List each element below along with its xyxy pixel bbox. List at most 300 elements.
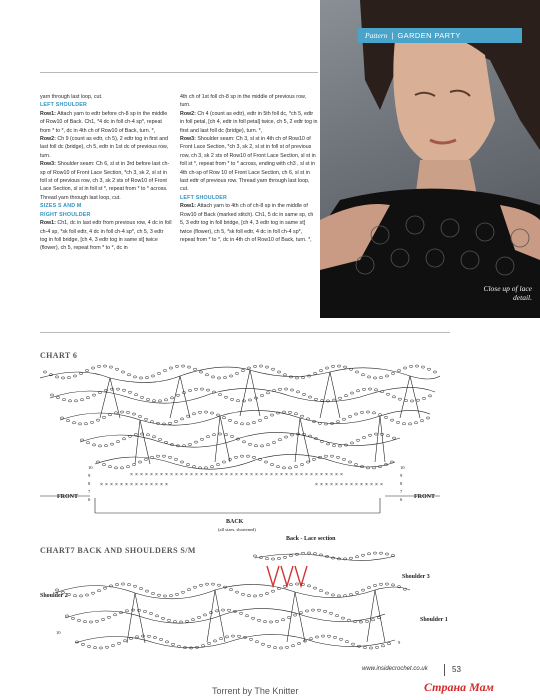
chain-stitch-symbol xyxy=(313,372,317,374)
chain-stitch-symbol xyxy=(117,642,121,644)
chain-stitch-symbol xyxy=(132,413,136,415)
chain-stitch-symbol xyxy=(416,399,420,401)
chain-stitch-symbol xyxy=(175,365,179,367)
chain-stitch-symbol xyxy=(103,365,107,367)
chain-stitch-symbol xyxy=(299,612,303,614)
chain-stitch-symbol xyxy=(258,419,262,421)
chain-stitch-symbol xyxy=(270,464,274,466)
chain-stitch-symbol xyxy=(270,414,274,416)
chain-stitch-symbol xyxy=(248,399,252,401)
chain-stitch-symbol xyxy=(193,586,197,588)
chain-stitch-symbol xyxy=(210,412,214,414)
chain-stitch-symbol xyxy=(261,643,265,645)
chain-stitch-symbol xyxy=(287,616,291,618)
chain-stitch-symbol xyxy=(255,641,259,643)
chain-stitch-symbol xyxy=(331,594,335,596)
chain-stitch-symbol xyxy=(122,389,126,391)
single-crochet-symbol: × xyxy=(205,472,208,478)
chain-stitch-symbol xyxy=(224,396,228,398)
chain-stitch-symbol xyxy=(164,399,168,401)
single-crochet-symbol: × xyxy=(155,472,158,478)
chain-stitch-symbol xyxy=(379,583,383,585)
chain-stitch-symbol xyxy=(85,369,89,371)
chain-stitch-symbol xyxy=(249,638,253,640)
chain-stitch-symbol xyxy=(335,615,339,617)
page-number: 53 xyxy=(452,665,461,674)
chain-stitch-symbol xyxy=(410,400,414,402)
single-crochet-symbol: × xyxy=(375,482,378,488)
single-crochet-symbol: × xyxy=(230,472,233,478)
chain-stitch-symbol xyxy=(102,464,106,466)
chain-stitch-symbol xyxy=(108,414,112,416)
instruction-text: yarn through last loop, cut. xyxy=(40,94,103,100)
chain-stitch-symbol xyxy=(350,392,354,394)
single-crochet-symbol: × xyxy=(170,472,173,478)
chart6-back-note: (all sizes, shortened) xyxy=(218,527,256,532)
chart6-row-label-right-9: 9 xyxy=(400,473,403,478)
chain-stitch-symbol xyxy=(360,411,364,413)
chain-stitch-symbol xyxy=(282,411,286,413)
chain-stitch-symbol xyxy=(283,556,287,558)
chain-stitch-symbol xyxy=(277,371,281,373)
chain-stitch-symbol xyxy=(203,614,207,616)
chain-stitch-symbol xyxy=(289,555,293,557)
chain-stitch-symbol xyxy=(283,374,287,376)
single-crochet-symbol: × xyxy=(340,482,343,488)
chain-stitch-symbol xyxy=(114,467,118,469)
chain-stitch-symbol xyxy=(86,442,90,444)
chain-stitch-symbol xyxy=(378,414,382,416)
instruction-row xyxy=(180,135,318,194)
chain-stitch-symbol xyxy=(289,376,293,378)
chain-stitch-symbol xyxy=(98,445,102,447)
single-crochet-symbol: × xyxy=(285,472,288,478)
chain-stitch-symbol xyxy=(387,643,391,645)
chain-stitch-symbol xyxy=(332,444,336,446)
chain-stitch-symbol xyxy=(338,445,342,447)
single-crochet-symbol: × xyxy=(335,482,338,488)
chart6-row-label-9: 9 xyxy=(88,473,91,478)
chain-stitch-symbol xyxy=(323,610,327,612)
chain-stitch-symbol xyxy=(173,621,177,623)
chain-stitch-symbol xyxy=(105,646,109,648)
chart7-row-left-label: 10 xyxy=(56,630,61,635)
chain-stitch-symbol xyxy=(314,398,318,400)
chain-stitch-symbol xyxy=(150,421,154,423)
chain-stitch-symbol xyxy=(373,377,377,379)
chain-stitch-symbol xyxy=(252,456,256,458)
chart7-back-lace-label: Back - Lace section xyxy=(286,536,336,542)
chain-stitch-symbol xyxy=(285,646,289,648)
chain-stitch-symbol xyxy=(344,395,348,397)
chain-stitch-symbol xyxy=(145,590,149,592)
chain-stitch-symbol xyxy=(217,377,221,379)
chain-stitch-symbol xyxy=(359,621,363,623)
site-watermark: Страна Мам xyxy=(424,680,494,694)
chain-stitch-symbol xyxy=(218,394,222,396)
chain-stitch-symbol xyxy=(242,400,246,402)
chain-stitch-symbol xyxy=(43,371,47,373)
chain-stitch-symbol xyxy=(73,595,77,597)
chain-stitch-symbol xyxy=(263,621,267,623)
chain-stitch-symbol xyxy=(276,466,280,468)
chain-stitch-symbol xyxy=(354,413,358,415)
single-crochet-symbol: × xyxy=(275,472,278,478)
single-crochet-symbol: × xyxy=(245,472,248,478)
single-crochet-symbol: × xyxy=(270,472,273,478)
chain-stitch-symbol xyxy=(66,420,70,422)
chain-stitch-symbol xyxy=(169,367,173,369)
chain-stitch-symbol xyxy=(277,557,281,559)
chain-stitch-symbol xyxy=(91,367,95,369)
chain-stitch-symbol xyxy=(219,638,223,640)
chain-stitch-symbol xyxy=(143,610,147,612)
single-crochet-symbol: × xyxy=(165,482,168,488)
chain-stitch-symbol xyxy=(348,415,352,417)
chain-stitch-symbol xyxy=(345,641,349,643)
chain-stitch-symbol xyxy=(414,422,418,424)
chain-stitch-symbol xyxy=(197,616,201,618)
chain-stitch-symbol xyxy=(174,420,178,422)
single-crochet-symbol: × xyxy=(160,472,163,478)
row-text: Attach yarn to edtr before ch-8 sp in the middle of Row10 of Back. Ch1, *4 dc in foll ch-4 sp*, repeat from * to *, dc in 4th ch of Row10 of Back, turn. *, xyxy=(40,110,168,134)
single-crochet-symbol: × xyxy=(150,472,153,478)
single-crochet-symbol: × xyxy=(315,482,318,488)
chart7-shoulder3-label: Shoulder 3 xyxy=(402,574,430,580)
chain-stitch-symbol xyxy=(374,389,378,391)
single-crochet-symbol: × xyxy=(380,482,383,488)
chain-stitch-symbol xyxy=(396,421,400,423)
chain-stitch-symbol xyxy=(107,616,111,618)
chain-stitch-symbol xyxy=(330,455,334,457)
chain-stitch-symbol xyxy=(278,388,282,390)
chain-stitch-symbol xyxy=(128,391,132,393)
chart6-back-label: BACK xyxy=(226,519,244,525)
chain-stitch-symbol xyxy=(55,589,59,591)
chain-stitch-symbol xyxy=(185,620,189,622)
chain-stitch-symbol xyxy=(113,614,117,616)
chain-stitch-symbol xyxy=(246,423,250,425)
chain-stitch-symbol xyxy=(188,389,192,391)
instruction-row xyxy=(180,110,318,135)
chain-stitch-symbol xyxy=(408,423,412,425)
row-text: Attach yarn to 4th ch of ch-8 sp in the middle of Row10 of Back (marked stitch). Ch1, 5 dc in same sp, ch 5, 3 edtr tog in foll bridge, [ch 4, 3 edtr tog in same st] twice (flower), ch 5, *sk foll edtr, 4 dc in foll ch-4 sp*, repeat from * to *, dc in 4th ch of Row10 of Back, turn. *, xyxy=(180,203,314,243)
chain-stitch-symbol xyxy=(420,420,424,422)
chain-stitch-symbol xyxy=(151,375,155,377)
chain-stitch-symbol xyxy=(155,615,159,617)
chain-stitch-symbol xyxy=(171,643,175,645)
chain-stitch-symbol xyxy=(306,418,310,420)
chain-stitch-symbol xyxy=(139,587,143,589)
chart7-shoulder1-label: Shoulder 1 xyxy=(420,617,448,623)
chart7-diagram xyxy=(55,548,415,668)
chain-stitch-symbol xyxy=(188,443,192,445)
chain-stitch-symbol xyxy=(295,583,299,585)
single-crochet-symbol: × xyxy=(325,482,328,488)
chain-stitch-symbol xyxy=(325,592,329,594)
banner-pattern-label: Pattern xyxy=(365,31,388,40)
single-crochet-symbol: × xyxy=(195,472,198,478)
single-crochet-symbol: × xyxy=(300,472,303,478)
chain-stitch-symbol xyxy=(403,367,407,369)
chain-stitch-symbol xyxy=(168,422,172,424)
chart6-diagram xyxy=(40,358,440,523)
chart6-row-label-8: 8 xyxy=(88,481,91,486)
chain-stitch-symbol xyxy=(337,365,341,367)
chain-stitch-symbol xyxy=(77,619,81,621)
chain-stitch-symbol xyxy=(67,377,71,379)
chain-stitch-symbol xyxy=(265,366,269,368)
chain-stitch-symbol xyxy=(355,556,359,558)
chain-stitch-symbol xyxy=(144,418,148,420)
single-crochet-symbol: × xyxy=(135,472,138,478)
chain-stitch-symbol xyxy=(234,422,238,424)
chain-stitch-symbol xyxy=(192,466,196,468)
chain-stitch-symbol xyxy=(71,617,75,619)
chain-stitch-symbol xyxy=(361,374,365,376)
chain-stitch-symbol xyxy=(277,588,281,590)
chain-stitch-symbol xyxy=(362,388,366,390)
chain-stitch-symbol xyxy=(135,636,139,638)
chain-stitch-symbol xyxy=(114,412,118,414)
single-crochet-symbol: × xyxy=(240,472,243,478)
chain-stitch-symbol xyxy=(351,643,355,645)
chart6-row-label-right-8: 8 xyxy=(400,481,403,486)
chain-stitch-symbol xyxy=(356,439,360,441)
chain-stitch-symbol xyxy=(145,377,149,379)
chain-stitch-symbol xyxy=(133,585,137,587)
chain-stitch-symbol xyxy=(385,553,389,555)
chain-stitch-symbol xyxy=(294,413,298,415)
chain-stitch-symbol xyxy=(306,461,310,463)
chain-stitch-symbol xyxy=(174,458,178,460)
chain-stitch-symbol xyxy=(67,593,71,595)
chain-stitch-symbol xyxy=(366,411,370,413)
chain-stitch-symbol xyxy=(126,411,130,413)
chain-stitch-symbol xyxy=(169,595,173,597)
chain-stitch-symbol xyxy=(121,371,125,373)
chain-stitch-symbol xyxy=(116,441,120,443)
chain-stitch-symbol xyxy=(116,388,120,390)
chain-stitch-symbol xyxy=(138,415,142,417)
single-crochet-symbol: × xyxy=(360,482,363,488)
chain-stitch-symbol xyxy=(86,397,90,399)
single-crochet-symbol: × xyxy=(265,472,268,478)
single-crochet-symbol: × xyxy=(310,472,313,478)
row-label: Row1: xyxy=(180,203,196,210)
chain-stitch-symbol xyxy=(235,591,239,593)
chart6-row-label-right-10: 10 xyxy=(400,465,405,470)
chain-stitch-symbol xyxy=(163,595,167,597)
chain-stitch-symbol xyxy=(260,394,264,396)
chain-stitch-symbol xyxy=(164,441,168,443)
chain-stitch-symbol xyxy=(367,376,371,378)
single-crochet-symbol: × xyxy=(370,482,373,488)
chain-stitch-symbol xyxy=(91,592,95,594)
chain-stitch-symbol xyxy=(341,617,345,619)
single-crochet-symbol: × xyxy=(330,482,333,488)
single-crochet-symbol: × xyxy=(320,472,323,478)
chain-stitch-symbol xyxy=(367,586,371,588)
single-crochet-symbol: × xyxy=(365,482,368,488)
chain-stitch-symbol xyxy=(301,377,305,379)
chain-stitch-symbol xyxy=(266,444,270,446)
chain-stitch-symbol xyxy=(337,595,341,597)
chain-stitch-symbol xyxy=(349,557,353,559)
instruction-row xyxy=(40,135,172,160)
chain-stitch-symbol xyxy=(194,388,198,390)
chain-stitch-symbol xyxy=(199,371,203,373)
single-crochet-symbol: × xyxy=(250,472,253,478)
chain-stitch-symbol xyxy=(422,397,426,399)
chain-stitch-symbol xyxy=(141,635,145,637)
chain-stitch-symbol xyxy=(222,461,226,463)
chain-stitch-symbol xyxy=(222,417,226,419)
chain-stitch-symbol xyxy=(125,610,129,612)
chain-stitch-symbol xyxy=(224,434,228,436)
chain-stitch-symbol xyxy=(373,552,377,554)
chain-stitch-symbol xyxy=(246,455,250,457)
chain-stitch-symbol xyxy=(131,609,135,611)
chain-stitch-symbol xyxy=(384,416,388,418)
chain-stitch-symbol xyxy=(355,592,359,594)
torrent-credit: Torrent by The Knitter xyxy=(212,686,299,696)
chain-stitch-symbol xyxy=(266,392,270,394)
chain-stitch-symbol xyxy=(295,377,299,379)
chart6-row-label-10: 10 xyxy=(88,465,93,470)
chain-stitch-symbol xyxy=(68,400,72,402)
chain-stitch-symbol xyxy=(379,552,383,554)
chain-stitch-symbol xyxy=(264,461,268,463)
chart6-row-label-7: 7 xyxy=(88,489,91,494)
chain-stitch-symbol xyxy=(290,434,294,436)
chain-stitch-symbol xyxy=(275,620,279,622)
chain-stitch-symbol xyxy=(392,396,396,398)
chain-stitch-symbol xyxy=(194,441,198,443)
single-crochet-symbol: × xyxy=(260,472,263,478)
chain-stitch-symbol xyxy=(421,366,425,368)
footer-url: www.insidecrochet.co.uk xyxy=(362,666,428,672)
chain-stitch-symbol xyxy=(372,467,376,469)
chain-stitch-symbol xyxy=(391,372,395,374)
chain-stitch-symbol xyxy=(229,375,233,377)
chain-stitch-symbol xyxy=(313,587,317,589)
single-crochet-symbol: × xyxy=(120,482,123,488)
chain-stitch-symbol xyxy=(391,584,395,586)
chain-stitch-symbol xyxy=(336,421,340,423)
chain-stitch-symbol xyxy=(240,423,244,425)
chain-stitch-symbol xyxy=(415,365,419,367)
chain-stitch-symbol xyxy=(92,394,96,396)
single-crochet-symbol: × xyxy=(105,482,108,488)
chain-stitch-symbol xyxy=(120,467,124,469)
chain-stitch-symbol xyxy=(315,636,319,638)
chain-stitch-symbol xyxy=(409,365,413,367)
chain-stitch-symbol xyxy=(390,461,394,463)
single-crochet-symbol: × xyxy=(180,472,183,478)
chain-stitch-symbol xyxy=(239,612,243,614)
single-crochet-symbol: × xyxy=(235,472,238,478)
chain-stitch-symbol xyxy=(426,417,430,419)
single-crochet-symbol: × xyxy=(350,482,353,488)
single-crochet-symbol: × xyxy=(325,472,328,478)
chain-stitch-symbol xyxy=(108,466,112,468)
single-crochet-symbol: × xyxy=(355,482,358,488)
chain-stitch-symbol xyxy=(386,393,390,395)
chain-stitch-symbol xyxy=(96,419,100,421)
chain-stitch-symbol xyxy=(362,436,366,438)
single-crochet-symbol: × xyxy=(160,482,163,488)
chain-stitch-symbol xyxy=(271,590,275,592)
chain-stitch-symbol xyxy=(241,369,245,371)
chain-stitch-symbol xyxy=(237,635,241,637)
chain-stitch-symbol xyxy=(374,433,378,435)
chain-stitch-symbol xyxy=(65,615,69,617)
single-crochet-symbol: × xyxy=(330,472,333,478)
chain-stitch-symbol xyxy=(218,433,222,435)
chain-stitch-symbol xyxy=(245,615,249,617)
single-crochet-symbol: × xyxy=(185,472,188,478)
chain-stitch-symbol xyxy=(207,642,211,644)
chain-stitch-symbol xyxy=(81,643,85,645)
chain-stitch-symbol xyxy=(99,647,103,649)
single-crochet-symbol: × xyxy=(215,472,218,478)
chain-stitch-symbol xyxy=(133,376,137,378)
chain-stitch-symbol xyxy=(152,436,156,438)
chain-stitch-symbol xyxy=(365,620,369,622)
single-crochet-symbol: × xyxy=(200,472,203,478)
single-crochet-symbol: × xyxy=(110,482,113,488)
chain-stitch-symbol xyxy=(242,441,246,443)
chart7-row-right-label: 9 xyxy=(398,640,401,645)
chain-stitch-symbol xyxy=(300,464,304,466)
single-crochet-symbol: × xyxy=(305,472,308,478)
chain-stitch-symbol xyxy=(74,400,78,402)
chain-stitch-symbol xyxy=(271,558,275,560)
chain-stitch-symbol xyxy=(294,466,298,468)
chain-stitch-symbol xyxy=(428,395,432,397)
chain-stitch-symbol xyxy=(279,647,283,649)
chain-stitch-symbol xyxy=(139,377,143,379)
chain-stitch-symbol xyxy=(368,434,372,436)
chain-stitch-symbol xyxy=(284,388,288,390)
banner-title: GARDEN PARTY xyxy=(397,31,461,40)
single-crochet-symbol: × xyxy=(320,482,323,488)
chain-stitch-symbol xyxy=(97,365,101,367)
chain-stitch-symbol xyxy=(191,619,195,621)
chain-stitch-symbol xyxy=(265,558,269,560)
chain-stitch-symbol xyxy=(325,367,329,369)
chain-stitch-symbol xyxy=(159,638,163,640)
row-label: Row2: xyxy=(180,110,196,117)
chain-stitch-symbol xyxy=(324,455,328,457)
chain-stitch-symbol xyxy=(307,585,311,587)
chain-stitch-symbol xyxy=(92,444,96,446)
chain-stitch-symbol xyxy=(90,421,94,423)
chain-stitch-symbol xyxy=(205,583,209,585)
chain-stitch-symbol xyxy=(50,394,54,396)
section-heading: RIGHT SHOULDER xyxy=(40,211,91,218)
chart7-shoulder2-label: Shoulder 2 xyxy=(40,593,68,599)
chain-stitch-symbol xyxy=(308,396,312,398)
chain-stitch-symbol xyxy=(398,398,402,400)
chain-stitch-symbol xyxy=(210,466,214,468)
chain-stitch-symbol xyxy=(282,467,286,469)
chain-stitch-symbol xyxy=(251,617,255,619)
chain-stitch-symbol xyxy=(321,635,325,637)
chain-stitch-symbol xyxy=(152,400,156,402)
chain-stitch-symbol xyxy=(204,411,208,413)
